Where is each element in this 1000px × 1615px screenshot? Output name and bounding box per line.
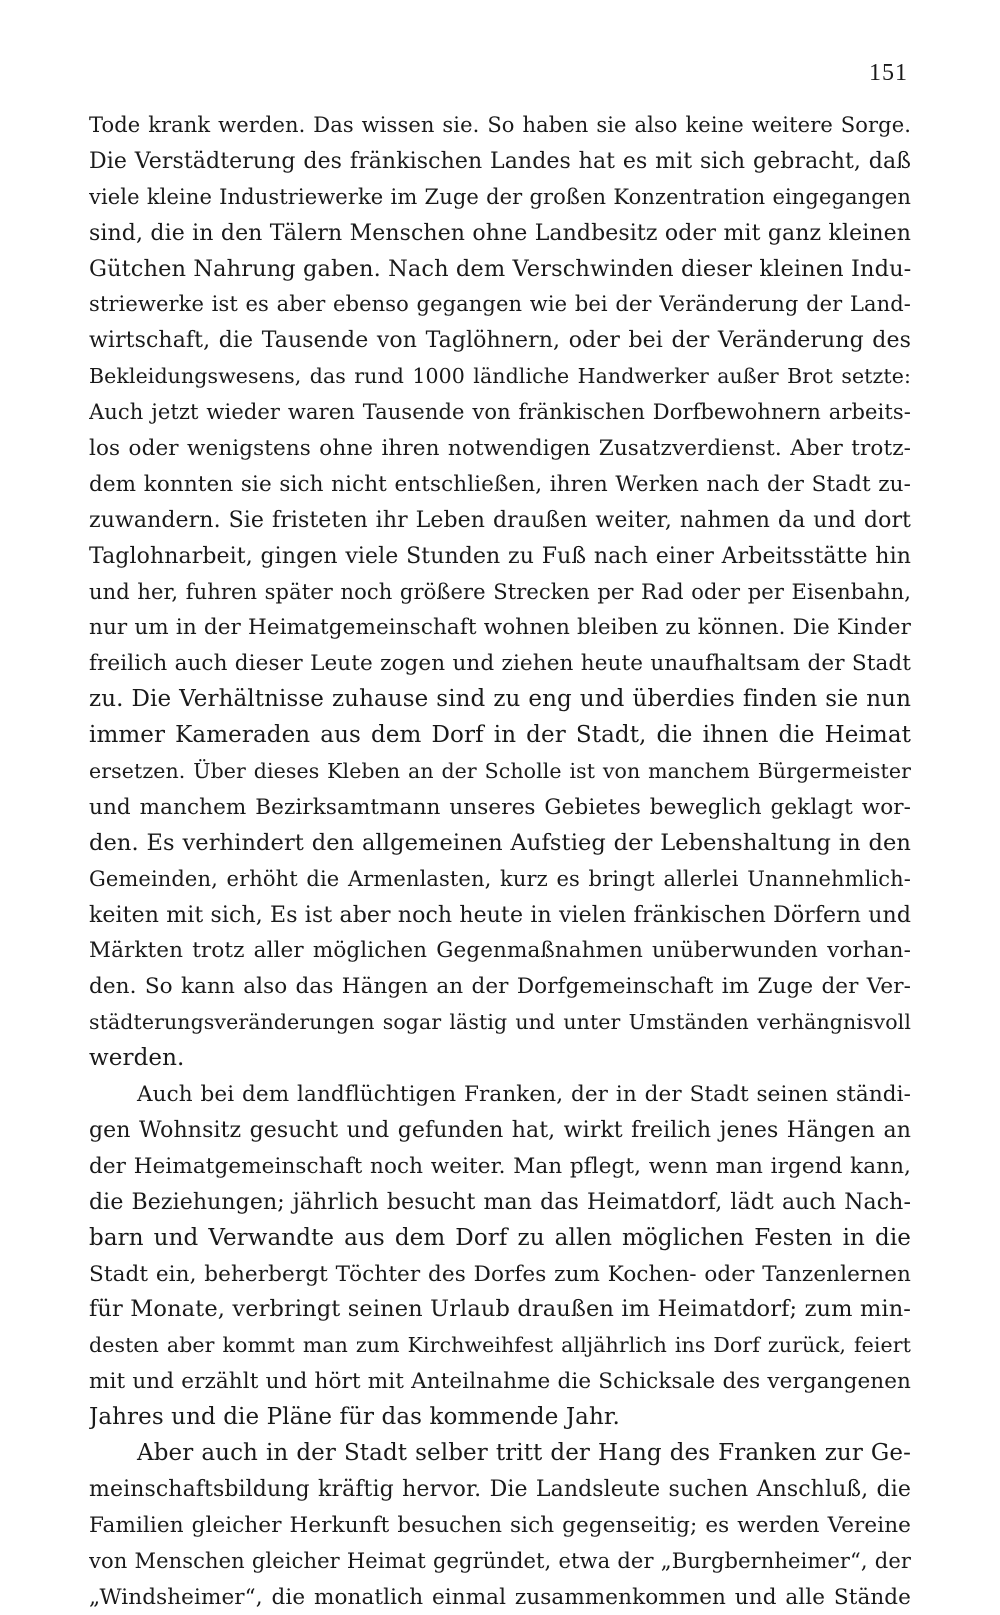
- text-line: den. Es verhindert den allgemeinen Aufstieg der Lebenshaltung in den: [89, 829, 911, 856]
- text-line: viele kleine Industriewerke im Zuge der großen Konzentration eingegangen: [89, 184, 911, 209]
- text-line: keiten mit sich, Es ist aber noch heute in vielen fränkischen Dörfern und: [89, 902, 911, 928]
- text-line: Bekleidungswesens, das rund 1000 ländliche Handwerker außer Brot setzte:: [89, 364, 911, 389]
- text-line: sind, die in den Tälern Menschen ohne Landbesitz oder mit ganz kleinen: [89, 220, 911, 246]
- text-line: zuwandern. Sie fristeten ihr Leben draußen weiter, nahmen da und dort: [89, 507, 911, 533]
- text-line: Familien gleicher Herkunft besuchen sich gegenseitig; es werden Vereine: [89, 1512, 911, 1538]
- text-line: freilich auch dieser Leute zogen und ziehen heute unaufhaltsam der Stadt: [89, 651, 911, 677]
- text-line: werden.: [89, 1045, 185, 1072]
- text-line: von Menschen gleicher Heimat gegründet, etwa der „Burgbernheimer“, der: [89, 1548, 911, 1573]
- text-line: Jahres und die Pläne für das kommende Jahr.: [89, 1404, 620, 1431]
- text-line: mit und erzählt und hört mit Anteilnahme die Schicksale des vergangenen: [89, 1369, 911, 1395]
- text-line: Auch jetzt wieder waren Tausende von fränkischen Dorfbewohnern arbeits-: [89, 400, 911, 425]
- text-line: „Windsheimer“, die monatlich einmal zusammenkommen und alle Stände: [89, 1584, 911, 1610]
- text-line: Gemeinden, erhöht die Armenlasten, kurz es bringt allerlei Unannehmlich-: [89, 866, 911, 891]
- text-line: Auch bei dem landflüchtigen Franken, der in der Stadt seinen ständi-: [137, 1082, 911, 1108]
- page-number: 151: [869, 60, 908, 86]
- text-line: Die Verstädterung des fränkischen Landes hat es mit sich gebracht, daß: [89, 148, 911, 174]
- text-line: Aber auch in der Stadt selber tritt der Hang des Franken zur Ge-: [137, 1439, 911, 1466]
- text-line: gen Wohnsitz gesucht und gefunden hat, wirkt freilich jenes Hängen an: [89, 1117, 911, 1143]
- text-line: nur um in der Heimatgemeinschaft wohnen bleiben zu können. Die Kinder: [89, 615, 911, 641]
- text-line: dem konnten sie sich nicht entschließen, ihren Werken nach der Stadt zu-: [89, 471, 911, 497]
- text-line: los oder wenigstens ohne ihren notwendigen Zusatzverdienst. Aber trotz-: [89, 436, 911, 462]
- text-line: immer Kameraden aus dem Dorf in der Stadt, die ihnen die Heimat: [89, 722, 911, 749]
- text-line: Tode krank werden. Das wissen sie. So haben sie also keine weitere Sorge.: [89, 113, 911, 137]
- text-line: meinschaftsbildung kräftig hervor. Die Landsleute suchen Anschluß, die: [89, 1476, 911, 1502]
- text-line: den. So kann also das Hängen an der Dorfgemeinschaft im Zuge der Ver-: [89, 974, 911, 1000]
- text-line: Stadt ein, beherbergt Töchter des Dorfes zum Kochen- oder Tanzenlernen: [89, 1261, 911, 1287]
- body-text: [89, 108, 911, 1615]
- text-line: die Beziehungen; jährlich besucht man das Heimatdorf, lädt auch Nach-: [89, 1189, 911, 1215]
- text-line: und manchem Bezirksamtmann unseres Gebietes beweglich geklagt wor-: [89, 794, 911, 820]
- text-line: Gütchen Nahrung gaben. Nach dem Verschwinden dieser kleinen Indu-: [89, 255, 911, 282]
- text-line: ersetzen. Über dieses Kleben an der Scholle ist von manchem Bürgermeister: [89, 759, 911, 784]
- text-line: und her, fuhren später noch größere Strecken per Rad oder per Eisenbahn,: [89, 579, 911, 604]
- text-line: zu. Die Verhältnisse zuhause sind zu eng und überdies finden sie nun: [89, 686, 911, 713]
- text-line: barn und Verwandte aus dem Dorf zu allen möglichen Festen in die: [89, 1224, 911, 1251]
- text-line: desten aber kommt man zum Kirchweihfest alljährlich ins Dorf zurück, feiert: [89, 1333, 911, 1358]
- text-line: städterungsveränderungen sogar lästig und unter Umständen verhängnisvoll: [89, 1010, 911, 1035]
- text-line: Märkten trotz aller möglichen Gegenmaßnahmen unüberwunden vorhan-: [89, 938, 911, 964]
- text-line: wirtschaft, die Tausende von Taglöhnern, oder bei der Veränderung des: [89, 328, 911, 354]
- text-line: Taglohnarbeit, gingen viele Stunden zu Fuß nach einer Arbeitsstätte hin: [89, 543, 911, 569]
- text-line: der Heimatgemeinschaft noch weiter. Man pflegt, wenn man irgend kann,: [89, 1153, 911, 1179]
- text-line: striewerke ist es aber ebenso gegangen wie bei der Veränderung der Land-: [89, 292, 911, 317]
- text-line: für Monate, verbringt seinen Urlaub draußen im Heimatdorf; zum min-: [89, 1296, 911, 1323]
